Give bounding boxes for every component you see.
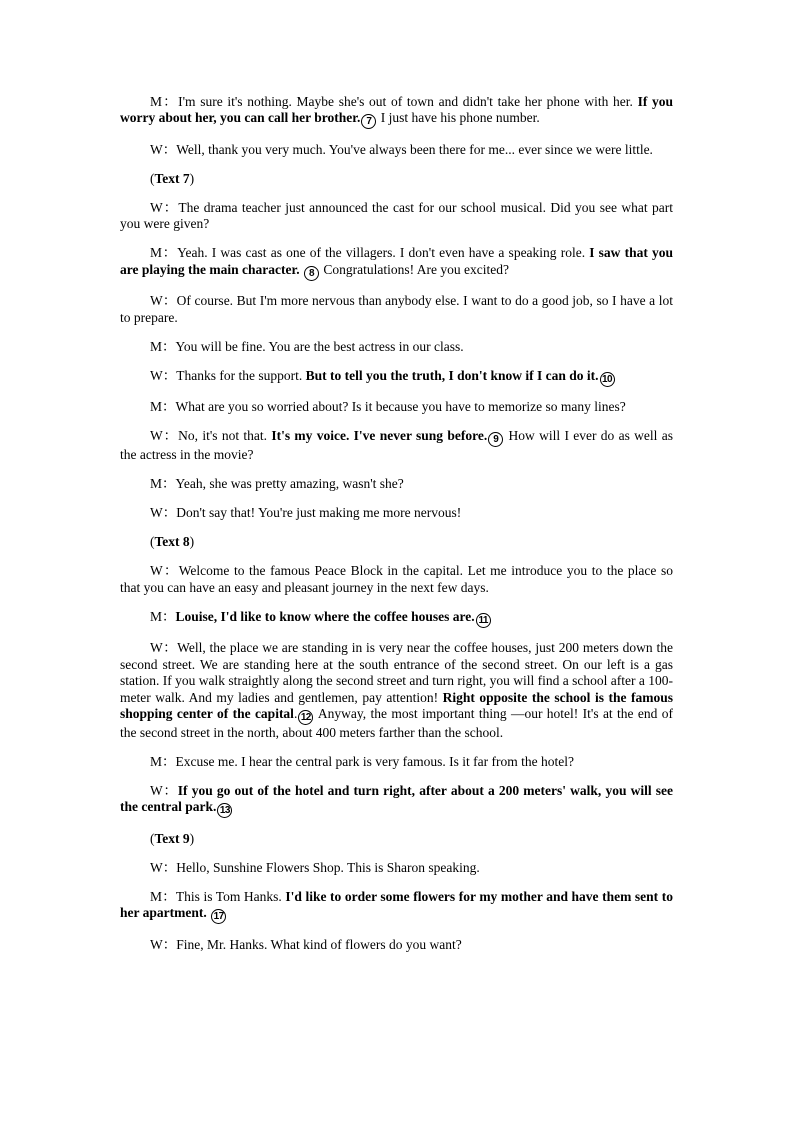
- text-run: Congratulations! Are you excited?: [319, 261, 509, 277]
- circled-number-marker: 13: [217, 803, 232, 818]
- bold-text: Right opposite the school is the famous shopping center of the capital: [120, 689, 673, 722]
- text-run: M：Yeah. I was cast as one of the villagers. I don't even have a speaking role.: [150, 245, 590, 261]
- bold-text: Text 8: [154, 534, 190, 550]
- document-body: [120, 94, 673, 966]
- dialogue-paragraph: [120, 860, 673, 876]
- text-run: W：The drama teacher just announced the cast for our school musical. Did you see what part you were given?: [120, 200, 673, 232]
- dialogue-paragraph: [120, 200, 673, 233]
- dialogue-paragraph: [120, 339, 673, 355]
- text-run: W：Well, thank you very much. You've always been there for me... ever since we were little.: [150, 142, 653, 157]
- text-run: M：Excuse me. I hear the central park is very famous. Is it far from the hotel?: [150, 754, 574, 770]
- dialogue-paragraph: [120, 142, 673, 158]
- bold-text: I saw that you are playing the main character.: [120, 245, 674, 277]
- dialogue-paragraph: [120, 754, 673, 770]
- text-run: (: [150, 171, 155, 186]
- text-run: M：Yeah, she was pretty amazing, wasn't she?: [150, 476, 404, 492]
- text-run: ): [189, 171, 195, 186]
- section-heading: [120, 831, 673, 847]
- dialogue-paragraph: [120, 368, 673, 387]
- text-run: (: [150, 534, 155, 550]
- text-run: I just have his phone number.: [377, 110, 540, 126]
- circled-number-marker: 7: [361, 114, 376, 129]
- text-run: W：Welcome to the famous Peace Block in the capital. Let me introduce you to the place so that you can have an easy and pleasant journey in the next few days.: [120, 563, 673, 595]
- bold-text: It's my voice. I've never sung before.: [271, 428, 488, 444]
- text-run: ): [189, 534, 195, 550]
- bold-text: Louise, I'd like to know where the coffee houses are.: [175, 608, 475, 624]
- text-run: W：Fine, Mr. Hanks. What kind of flowers do you want?: [150, 937, 462, 953]
- dialogue-paragraph: [120, 783, 673, 818]
- text-run: W：Thanks for the support.: [150, 367, 306, 383]
- text-run: .: [293, 706, 298, 722]
- dialogue-paragraph: [120, 889, 673, 924]
- section-heading: [120, 171, 673, 187]
- text-run: W：Of course. But I'm more nervous than anybody else. I want to do a good job, so I have a lot to prepare.: [120, 293, 673, 325]
- dialogue-paragraph: [120, 428, 673, 463]
- text-run: M：What are you so worried about? Is it because you have to memorize so many lines?: [150, 399, 626, 415]
- dialogue-paragraph: [120, 609, 673, 628]
- dialogue-paragraph: [120, 640, 673, 741]
- text-run: W：Well, the place we are standing in is very near the coffee houses, just 200 meters down the second street. We are standing here at the south entrance of the second street. On our left is a gas station. If you walk straightly along the second street and turn right, you will find a school after a 100-meter walk. And my ladies and gentlemen, pay attention!: [120, 640, 673, 705]
- dialogue-paragraph: [120, 937, 673, 953]
- text-run: [207, 905, 210, 920]
- text-run: W：Don't say that! You're just making me more nervous!: [150, 505, 462, 521]
- text-run: M：This is Tom Hanks.: [150, 889, 286, 905]
- text-run: ): [189, 831, 195, 847]
- dialogue-paragraph: [120, 505, 673, 521]
- bold-text: I'd like to order some flowers for my mother and have them sent to her apartment.: [120, 889, 673, 921]
- bold-text: Text 7: [154, 171, 190, 186]
- text-run: (: [150, 831, 155, 847]
- text-run: W：No, it's not that.: [150, 428, 272, 444]
- dialogue-paragraph: [120, 293, 673, 326]
- text-run: Anyway, the most important thing —our hotel! It's at the end of the second street in the north, about 400 meters farther than the school.: [120, 706, 673, 741]
- dialogue-paragraph: [120, 399, 673, 415]
- text-run: W：: [150, 783, 178, 799]
- text-run: M：I'm sure it's nothing. Maybe she's out of town and didn't take her phone with her.: [150, 94, 638, 109]
- circled-number-marker: 9: [488, 432, 503, 447]
- circled-number-marker: 12: [298, 710, 313, 725]
- bold-text: If you worry about her, you can call her brother.: [120, 94, 673, 126]
- bold-text: If you go out of the hotel and turn right, after about a 200 meters' walk, you will see the central park.: [120, 783, 673, 815]
- text-run: W：Hello, Sunshine Flowers Shop. This is Sharon speaking.: [150, 860, 480, 876]
- text-run: M：: [150, 608, 176, 624]
- dialogue-paragraph: [120, 94, 673, 129]
- bold-text: Text 9: [154, 831, 190, 847]
- text-run: [300, 262, 303, 277]
- circled-number-marker: 8: [304, 266, 319, 281]
- text-run: How will I ever do as well as the actress in the movie?: [120, 428, 673, 463]
- bold-text: But to tell you the truth, I don't know if I can do it.: [305, 367, 599, 383]
- circled-number-marker: 17: [211, 909, 226, 924]
- text-run: M：You will be fine. You are the best actress in our class.: [150, 338, 464, 354]
- dialogue-paragraph: [120, 563, 673, 596]
- circled-number-marker: 11: [476, 613, 491, 628]
- section-heading: [120, 534, 673, 550]
- dialogue-paragraph: [120, 245, 673, 280]
- dialogue-paragraph: [120, 476, 673, 492]
- circled-number-marker: 10: [600, 372, 615, 387]
